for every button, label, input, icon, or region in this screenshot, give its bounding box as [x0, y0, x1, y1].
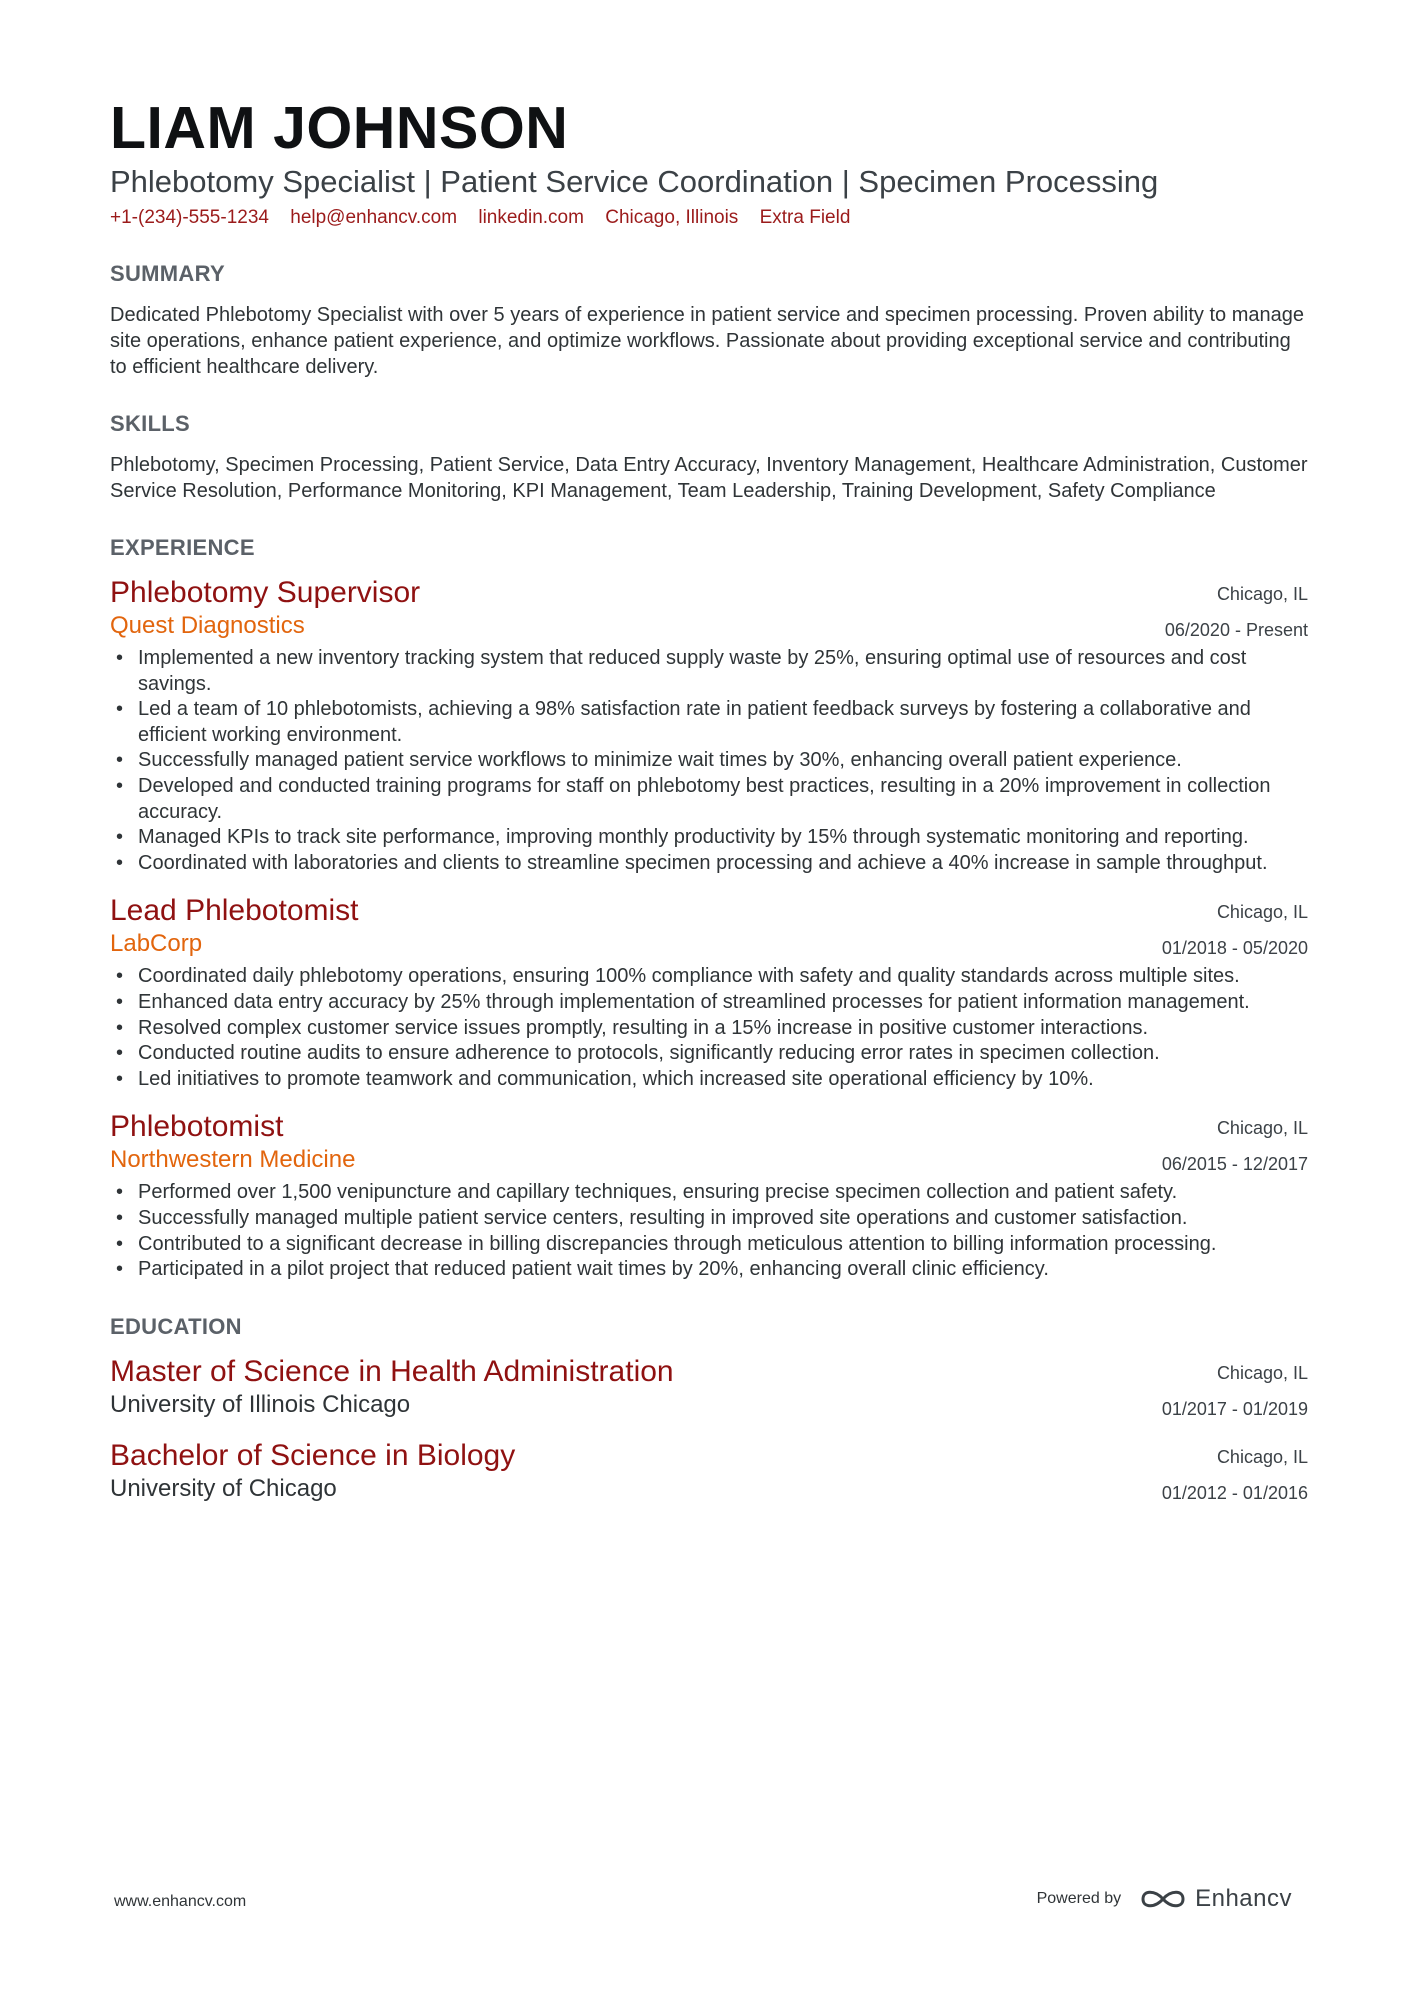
candidate-name: LIAM JOHNSON: [110, 95, 569, 161]
contact-line: [110, 206, 1308, 230]
contact-email[interactable]: help@enhancv.com: [290, 207, 458, 228]
bullet-item: • Coordinated with laboratories and clients to streamline specimen processing and achieve a 40% increase in sample throughput.: [110, 851, 1308, 877]
education-entry: [110, 1355, 1308, 1421]
resume-content: [110, 96, 1308, 1523]
job-location: Chicago, IL: [1216, 584, 1308, 604]
summary-text: Dedicated Phlebotomy Specialist with over 5 years of experience in patient service and specimen processing. Proven ability to manage site operations, enhance patient experience, and optimize workflows. Passionate about providing exceptional service and contributing to efficient healthcare delivery.: [110, 304, 1304, 378]
job-meta: [1162, 1110, 1308, 1182]
footer-powered-by: [1037, 1885, 1292, 1913]
contact-linkedin[interactable]: linkedin.com: [478, 207, 584, 228]
experience-entry: [110, 576, 1308, 876]
bullet-item: • Enhanced data entry accuracy by 25% through implementation of streamlined processes for patient information management.: [110, 990, 1308, 1016]
job-bullets: [110, 964, 1308, 1092]
section-title-skills: SKILLS: [110, 411, 191, 436]
bullet-item: • Led initiatives to promote teamwork and communication, which increased site operational efficiency by 10%.: [110, 1067, 1308, 1093]
job-meta: [1165, 576, 1308, 648]
skills-text: Phlebotomy, Specimen Processing, Patient Service, Data Entry Accuracy, Inventory Management, Healthcare Administration, Customer Service Resolution, Performance Monitoring, KPI Management, Team Leadership, Training Development, Safety Compliance: [110, 454, 1308, 502]
job-bullets: [110, 1180, 1308, 1282]
contact-extra-field: Extra Field: [759, 207, 851, 228]
contact-location: Chicago, Illinois: [605, 207, 739, 228]
powered-by-label: Powered by: [1036, 1890, 1122, 1907]
bullet-item: • Participated in a pilot project that reduced patient wait times by 20%, enhancing overall clinic efficiency.: [110, 1257, 1308, 1283]
school-name: University of Chicago: [110, 1474, 337, 1502]
bullet-item: • Contributed to a significant decrease in billing discrepancies through meticulous attention to billing information processing.: [110, 1232, 1308, 1258]
school-name: University of Illinois Chicago: [110, 1390, 411, 1418]
job-title: Phlebotomy Supervisor: [110, 576, 421, 609]
enhancv-logo-icon: [1139, 1886, 1187, 1912]
bullet-item: • Led a team of 10 phlebotomists, achieving a 98% satisfaction rate in patient feedback surveys by fostering a collaborative and efficient working environment.: [110, 697, 1308, 748]
education-dates: 01/2017 - 01/2019: [1161, 1398, 1308, 1419]
section-title-experience: EXPERIENCE: [110, 535, 255, 560]
candidate-headline: Phlebotomy Specialist | Patient Service Coordination | Specimen Processing: [110, 164, 1159, 199]
degree-title: Bachelor of Science in Biology: [110, 1438, 516, 1472]
section-title-education: EDUCATION: [110, 1313, 242, 1339]
bullet-item: • Conducted routine audits to ensure adherence to protocols, significantly reducing error rates in specimen collection.: [110, 1041, 1308, 1067]
education-section: [110, 1313, 1308, 1505]
bullet-item: • Successfully managed patient service workflows to minimize wait times by 30%, enhancing overall patient experience.: [110, 748, 1308, 774]
job-dates: 06/2020 - Present: [1164, 620, 1308, 640]
degree-title: Master of Science in Health Administration: [110, 1354, 674, 1388]
job-dates: 01/2018 - 05/2020: [1161, 938, 1308, 959]
job-title: Lead Phlebotomist: [110, 894, 359, 928]
education-location: Chicago, IL: [1216, 1446, 1308, 1467]
section-title-summary: SUMMARY: [110, 261, 225, 286]
company-name: LabCorp: [110, 930, 203, 958]
bullet-item: • Resolved complex customer service issues promptly, resulting in a 15% increase in positive customer interactions.: [110, 1016, 1308, 1042]
bullet-item: • Performed over 1,500 venipuncture and capillary techniques, ensuring precise specimen collection and patient safety.: [110, 1180, 1308, 1206]
job-meta: [1162, 894, 1308, 966]
experience-entry: [110, 894, 1308, 1092]
bullet-item: • Managed KPIs to track site performance, improving monthly productivity by 15% through systematic monitoring and reporting.: [110, 825, 1308, 851]
brand-logo[interactable]: [1139, 1885, 1292, 1913]
education-meta: [1162, 1355, 1308, 1427]
footer-website[interactable]: www.enhancv.com: [114, 1893, 247, 1910]
education-dates: 01/2012 - 01/2016: [1161, 1482, 1308, 1503]
job-location: Chicago, IL: [1216, 1118, 1308, 1139]
contact-phone[interactable]: +1-(234)-555-1234: [110, 207, 269, 228]
bullet-item: • Coordinated daily phlebotomy operations, ensuring 100% compliance with safety and quality standards across multiple sites.: [110, 964, 1308, 990]
bullet-item: • Developed and conducted training programs for staff on phlebotomy best practices, resulting in a 20% improvement in collection accuracy.: [110, 774, 1308, 825]
job-title: Phlebotomist: [110, 1110, 284, 1144]
summary-section: [110, 260, 1308, 380]
company-name: Quest Diagnostics: [110, 612, 305, 639]
education-meta: [1162, 1439, 1308, 1511]
job-bullets: [110, 646, 1308, 876]
experience-entry: [110, 1110, 1308, 1282]
job-location: Chicago, IL: [1216, 902, 1308, 923]
company-name: Northwestern Medicine: [110, 1146, 356, 1174]
brand-name: Enhancv: [1195, 1885, 1292, 1912]
experience-section: [110, 534, 1308, 1283]
education-location: Chicago, IL: [1216, 1362, 1308, 1383]
bullet-item: • Successfully managed multiple patient service centers, resulting in improved site operations and customer satisfaction.: [110, 1206, 1308, 1232]
education-entry: [110, 1439, 1308, 1505]
job-dates: 06/2015 - 12/2017: [1161, 1154, 1308, 1175]
skills-section: [110, 410, 1308, 504]
bullet-item: • Implemented a new inventory tracking system that reduced supply waste by 25%, ensuring optimal use of resources and cost savings.: [110, 646, 1308, 697]
